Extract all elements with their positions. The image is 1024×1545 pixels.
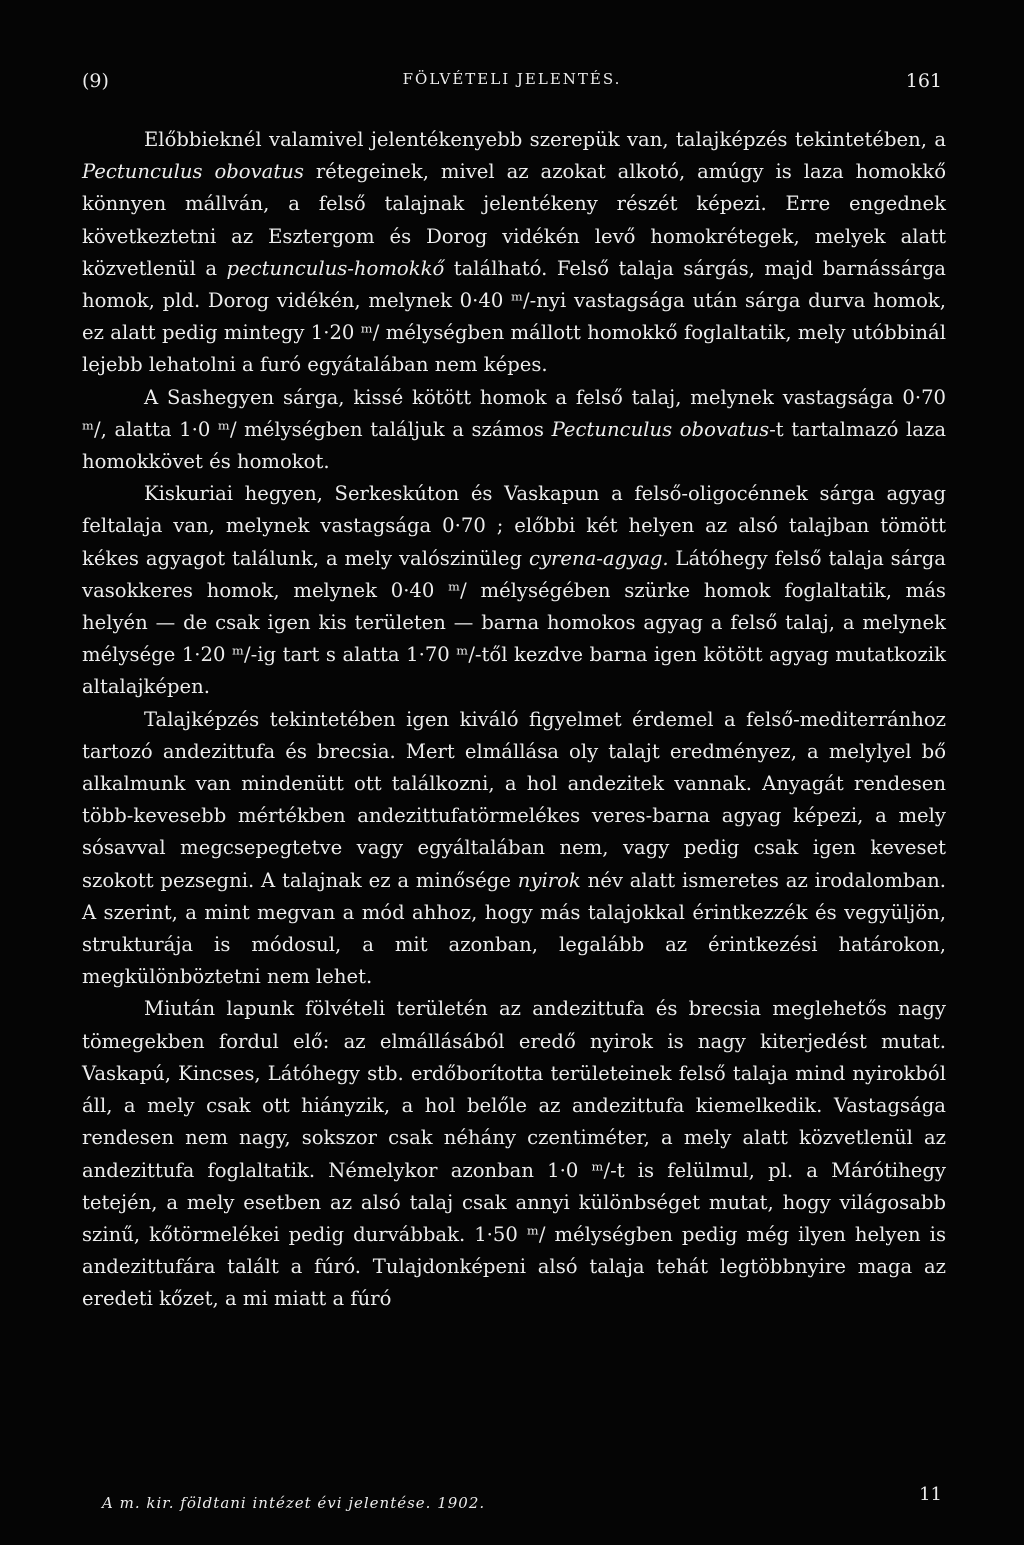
text-run: név alatt ismeretes az irodalomban. A szerint, a mint megvan a mód ahhoz, hogy más talajokkal érintkezzék és vegyüljön, strukturája is módosul, a mit azonban, legalább az érintkezési határokon, megkülönböztetni nem lehet. bbox=[82, 868, 946, 989]
signature-number: 11 bbox=[919, 1484, 942, 1505]
text-run: található. Felső talaja sárgás, majd barnássárga homok, pld. Dorog vidékén, melynek 0·40 ᵐ/-nyi vastagsága után sárga durva homok, ez alatt pedig mintegy 1·20 ᵐ/ mélységben mállott homokkő foglaltatik, mely utóbbinál lejebb lehatolni a furó egyátalában nem képes. bbox=[82, 256, 946, 377]
paragraph bbox=[82, 478, 946, 703]
page-number: 161 bbox=[905, 70, 942, 92]
italic-term: Pectunculus obovatus bbox=[82, 160, 304, 184]
page-header bbox=[82, 70, 942, 100]
text-run: -t tartalmazó laza homokkövet és homokot. bbox=[82, 417, 946, 474]
paragraph bbox=[82, 993, 946, 1315]
page-footer bbox=[82, 1484, 942, 1524]
paragraph bbox=[82, 124, 946, 382]
text-run: Látóhegy felső talaja sárga vasokkeres homok, melynek 0·40 ᵐ/ mélységében szürke homok foglaltatik, más helyén — de csak igen kis területen — barna homokos agyag a felső talaj, a melynek mélysége 1·20 ᵐ/-ig tart s alatta 1·70 ᵐ/-től kezdve barna igen kötött agyag mutatkozik altalajképen. bbox=[82, 546, 946, 699]
italic-term: Pectunculus obovatus bbox=[551, 417, 770, 441]
text-run: Talajképzés tekintetében igen kiváló figyelmet érdemel a felső-mediterránhoz tartozó andezittufa és brecsia. Mert elmállása oly talajt eredményez, a melylyel bő alkalmunk van mindenütt ott találkozni, a hol andezitek vannak. Anyagát rendesen több-kevesebb mértékben andezittufatörmelékes veres-barna agyag képezi, a mely sósavval megcsepegtetve vagy egyáltalában nem, vagy pedig csak igen keveset szokott pezsegni. A talajnak ez a minősége bbox=[82, 707, 946, 892]
text-run: Előbbieknél valamivel jelentékenyebb szerepük van, talajképzés tekintetében, a bbox=[144, 128, 946, 151]
text-run: Kiskuriai hegyen, Serkeskúton és Vaskapun a felső-oligocénnek sárga agyag feltalaja van, melynek vastagsága 0·70 ; előbbi két helyen az alsó talajban tömött kékes agyagot találunk, a mely valószinüleg bbox=[82, 482, 946, 570]
italic-term: pectunculus-homokkő bbox=[226, 256, 445, 280]
running-title: FÖLVÉTELI JELENTÉS. bbox=[402, 70, 622, 88]
paragraph bbox=[82, 704, 946, 994]
text-run: A Sashegyen sárga, kissé kötött homok a felső talaj, melynek vastagsága 0·70 ᵐ/, alatta 1·0 ᵐ/ mélységben találjuk a számos bbox=[82, 385, 946, 441]
publication-note: A m. kir. földtani intézet évi jelentése. 1902. bbox=[102, 1494, 486, 1512]
italic-term: nyirok bbox=[517, 868, 581, 892]
body-text bbox=[82, 124, 946, 1316]
chapter-number: (9) bbox=[82, 70, 109, 92]
italic-term: cyrena-agyag. bbox=[528, 546, 669, 570]
text-run: Miután lapunk fölvételi területén az andezittufa és brecsia meglehetős nagy tömegekben fordul elő: az elmállásából eredő nyirok is nagy kiterjedést mutat. Vaskapú, Kincses, Látóhegy stb. erdőborította területeinek felső talaja mind nyirokból áll, a mely csak ott hiányzik, a hol belőle az andezittufa kiemelkedik. Vastagsága rendesen nem nagy, sokszor csak néhány czentiméter, a mely alatt közvetlenül az andezittufa foglaltatik. Némelykor azonban 1·0 ᵐ/-t is felülmul, pl. a Márótihegy tetején, a mely esetben az alsó talaj csak annyi különbséget mutat, hogy világosabb szinű, kőtörmelékei pedig durvábbak. 1·50 ᵐ/ mélységben pedig még ilyen helyen is andezittufára talált a fúró. Tulajdonképeni alsó talaja tehát legtöbbnyire maga az eredeti kőzet, a mi miatt a fúró bbox=[82, 997, 946, 1311]
text-run: rétegeinek, mivel az azokat alkotó, amúgy is laza homokkő könnyen mállván, a felső talajnak jelentékeny részét képezi. Erre engednek következtetni az Esztergom és Dorog vidékén levő homokrétegek, melyek alatt közvetlenül a bbox=[82, 160, 946, 280]
paragraph bbox=[82, 382, 946, 479]
